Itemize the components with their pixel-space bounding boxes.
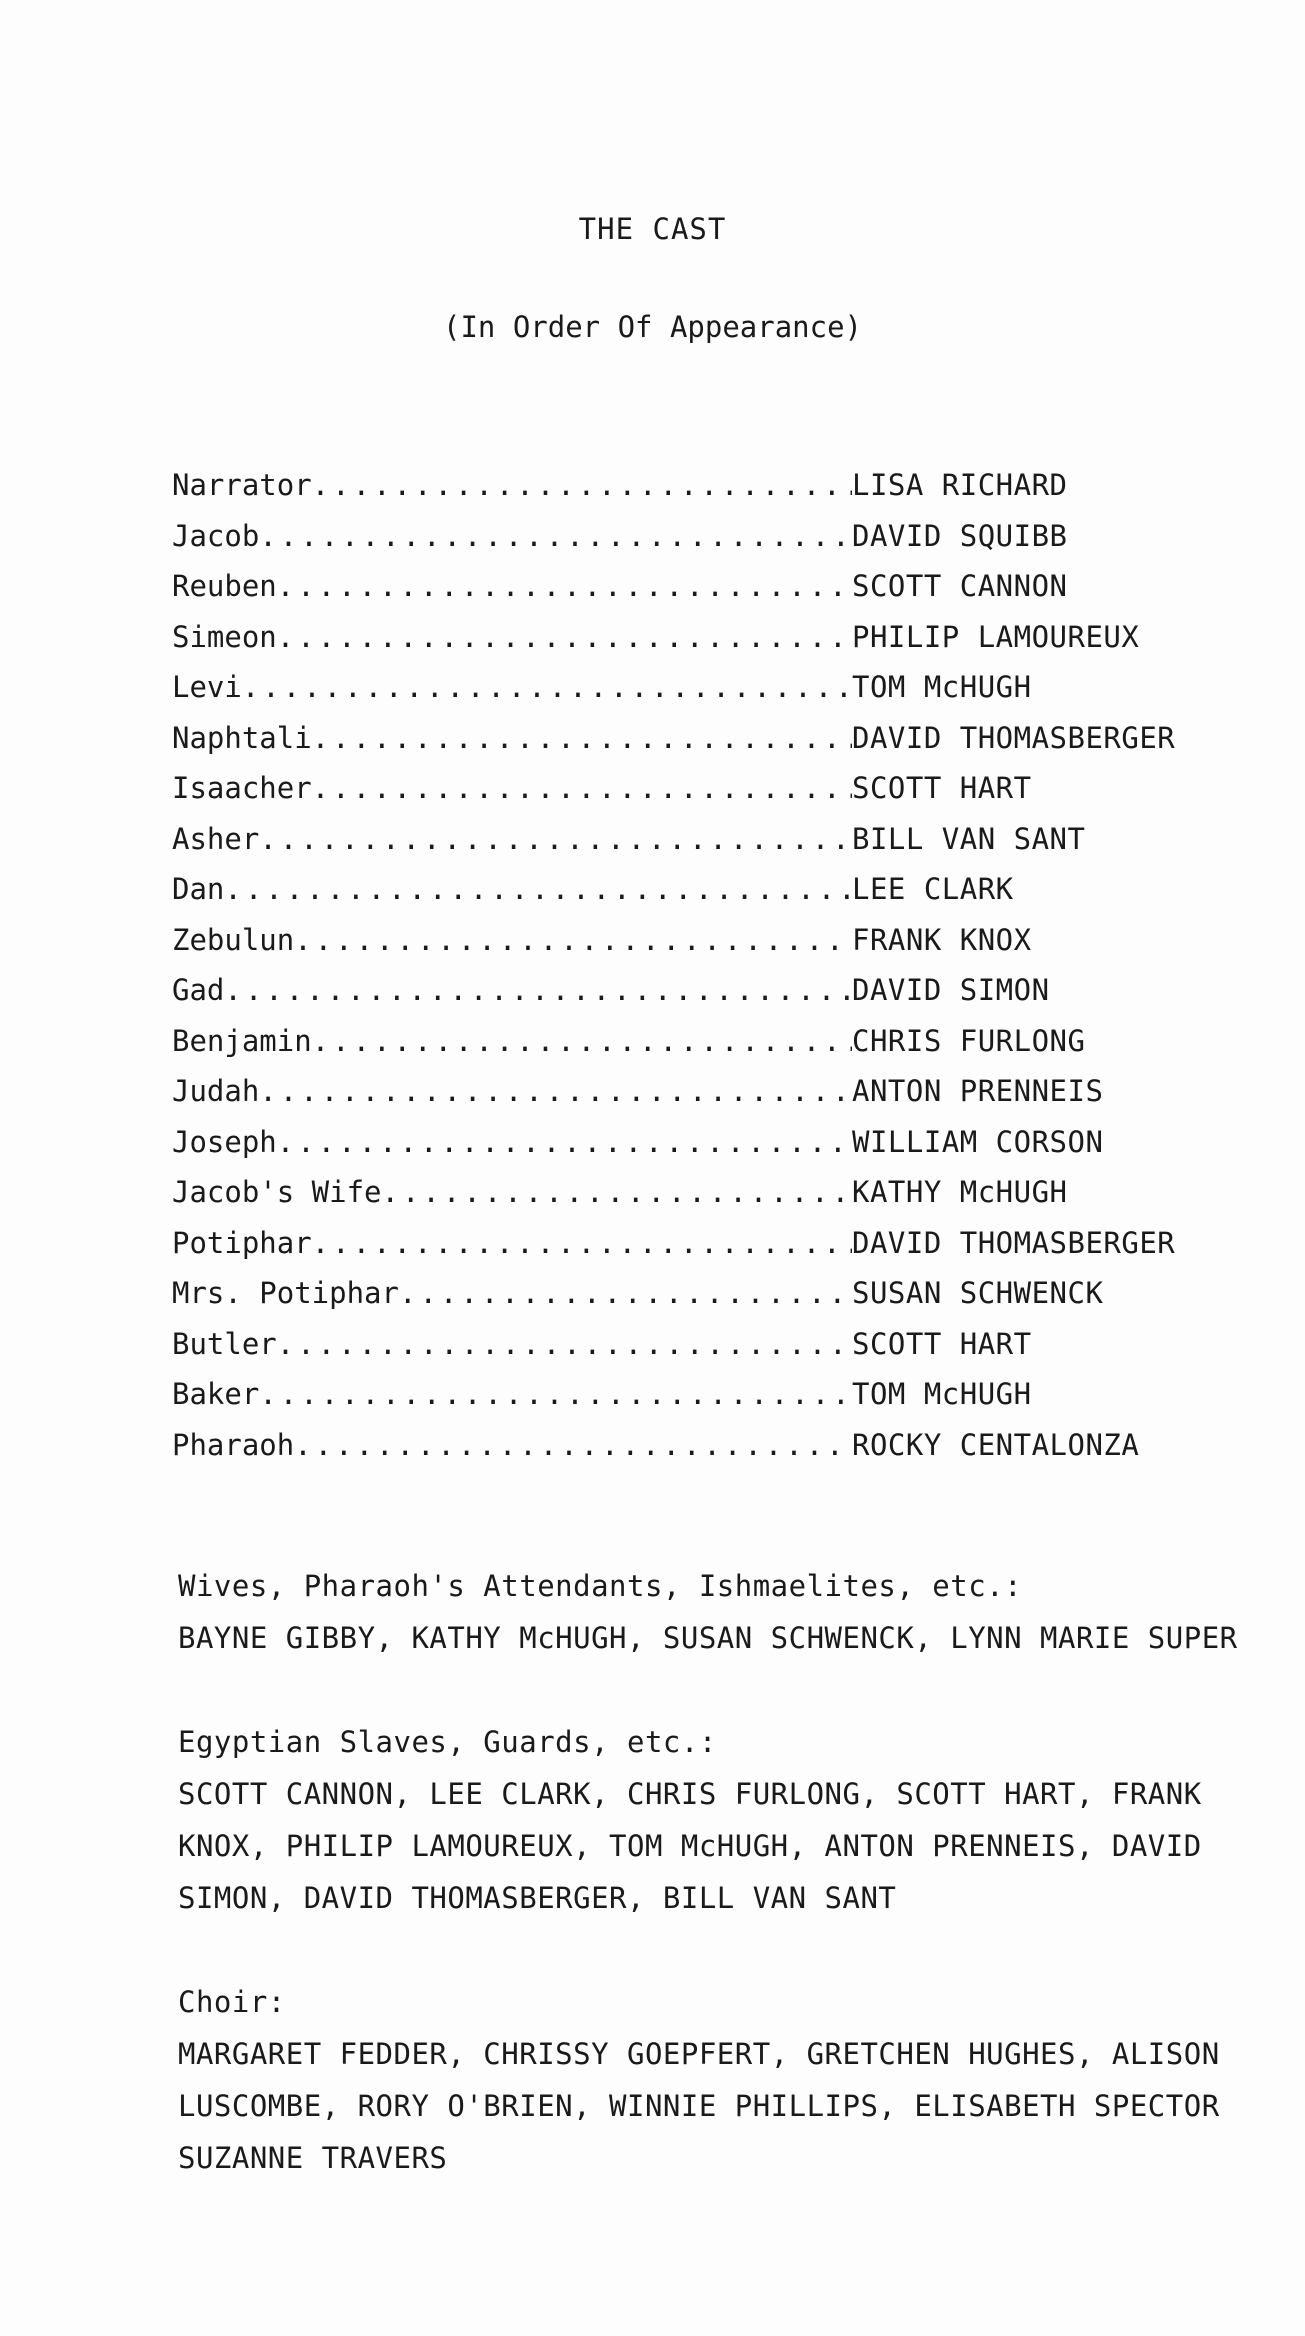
role-name: Simeon ..... [172,612,852,663]
actor-name: DAVID THOMASBERGER [852,1225,1176,1260]
actor-name: DAVID THOMASBERGER [852,720,1176,755]
cast-row [172,1117,1252,1168]
actor-name: DAVID SIMON [852,973,1050,1007]
member-line: SIMON, DAVID THOMASBERGER, BILL VAN SANT [178,1881,897,1915]
actor-name: ROCKY CENTALONZA [852,1427,1140,1462]
role-name: Asher ..... [172,814,852,865]
group-members [178,2028,1258,2184]
role-name: Gad ..... [172,965,852,1016]
role-name: Narrator ..... [172,460,852,511]
role-name: Jacob ..... [172,511,852,562]
actor-name: ANTON PRENNEIS [852,1074,1104,1108]
cast-row [172,864,1252,915]
group-members [178,1612,1258,1664]
actor-name: DAVID SQUIBB [852,518,1068,553]
group-members [178,1768,1258,1924]
actor-name: TOM McHUGH [852,670,1032,704]
ensemble-group-choir [178,1976,1258,2184]
cast-row [172,1319,1252,1370]
role-name: Reuben ..... [172,561,852,612]
cast-row [172,1420,1252,1471]
actor-name: BILL VAN SANT [852,821,1086,856]
cast-row [172,662,1252,713]
member-line: SCOTT CANNON, LEE CLARK, CHRIS FURLONG, SCOTT HART, FRANK [178,1777,1202,1811]
actor-name: LEE CLARK [852,872,1014,906]
group-heading: Wives, Pharaoh's Attendants, Ishmaelites, etc.: [178,1569,1023,1603]
role-name: Zebulun ..... [172,915,852,966]
cast-row [172,1218,1252,1269]
cast-row [172,561,1252,612]
role-name: Baker ..... [172,1369,852,1420]
member-line: MARGARET FEDDER, CHRISSY GOEPFERT, GRETCHEN HUGHES, ALISON [178,2037,1220,2071]
role-name: Potiphar ..... [172,1218,852,1269]
member-line: LUSCOMBE, RORY O'BRIEN, WINNIE PHILLIPS, ELISABETH SPECTOR [178,2089,1220,2123]
role-name: Jacob's Wife ..... [172,1167,852,1218]
cast-row [172,915,1252,966]
actor-name: LISA RICHARD [852,468,1068,502]
actor-name: CHRIS FURLONG [852,1023,1086,1058]
actor-name: SCOTT HART [852,771,1032,805]
actor-name: SCOTT HART [852,1326,1032,1361]
role-name: Pharaoh ..... [172,1420,852,1471]
cast-row [172,1066,1252,1117]
actor-name: FRANK KNOX [852,922,1032,957]
role-name: Dan ..... [172,864,852,915]
cast-row [172,612,1252,663]
member-line: SUZANNE TRAVERS [178,2141,448,2175]
ensemble-group-wives [178,1560,1258,1664]
actor-name: PHILIP LAMOUREUX [852,619,1140,654]
actor-name: TOM McHUGH [852,1377,1032,1411]
member-line: KNOX, PHILIP LAMOUREUX, TOM McHUGH, ANTON PRENNEIS, DAVID [178,1829,1202,1863]
group-heading: Egyptian Slaves, Guards, etc.: [178,1725,717,1759]
cast-list [172,460,1252,1470]
cast-row [172,511,1252,562]
actor-name: KATHY McHUGH [852,1175,1068,1209]
cast-row [172,460,1252,511]
cast-row [172,713,1252,764]
role-name: Isaacher ..... [172,763,852,814]
cast-row [172,1167,1252,1218]
page-title: THE CAST [578,212,727,246]
role-name: Benjamin ..... [172,1016,852,1067]
actor-name: SUSAN SCHWENCK [852,1276,1104,1310]
cast-row [172,1268,1252,1319]
member-line: BAYNE GIBBY, KATHY McHUGH, SUSAN SCHWENCK, LYNN MARIE SUPER [178,1621,1238,1655]
role-name: Levi ..... [172,662,852,713]
cast-row [172,965,1252,1016]
role-name: Judah ..... [172,1066,852,1117]
role-name: Butler ..... [172,1319,852,1370]
cast-row [172,814,1252,865]
role-name: Naphtali ..... [172,713,852,764]
actor-name: SCOTT CANNON [852,569,1068,603]
cast-row [172,1016,1252,1067]
page-subtitle: (In Order Of Appearance) [442,310,863,344]
actor-name: WILLIAM CORSON [852,1124,1104,1159]
ensemble-groups [178,1560,1258,2236]
cast-row [172,763,1252,814]
cast-row [172,1369,1252,1420]
ensemble-group-slaves [178,1716,1258,1924]
role-name: Joseph ..... [172,1117,852,1168]
role-name: Mrs. Potiphar ..... [172,1268,852,1319]
group-heading: Choir: [178,1985,286,2019]
